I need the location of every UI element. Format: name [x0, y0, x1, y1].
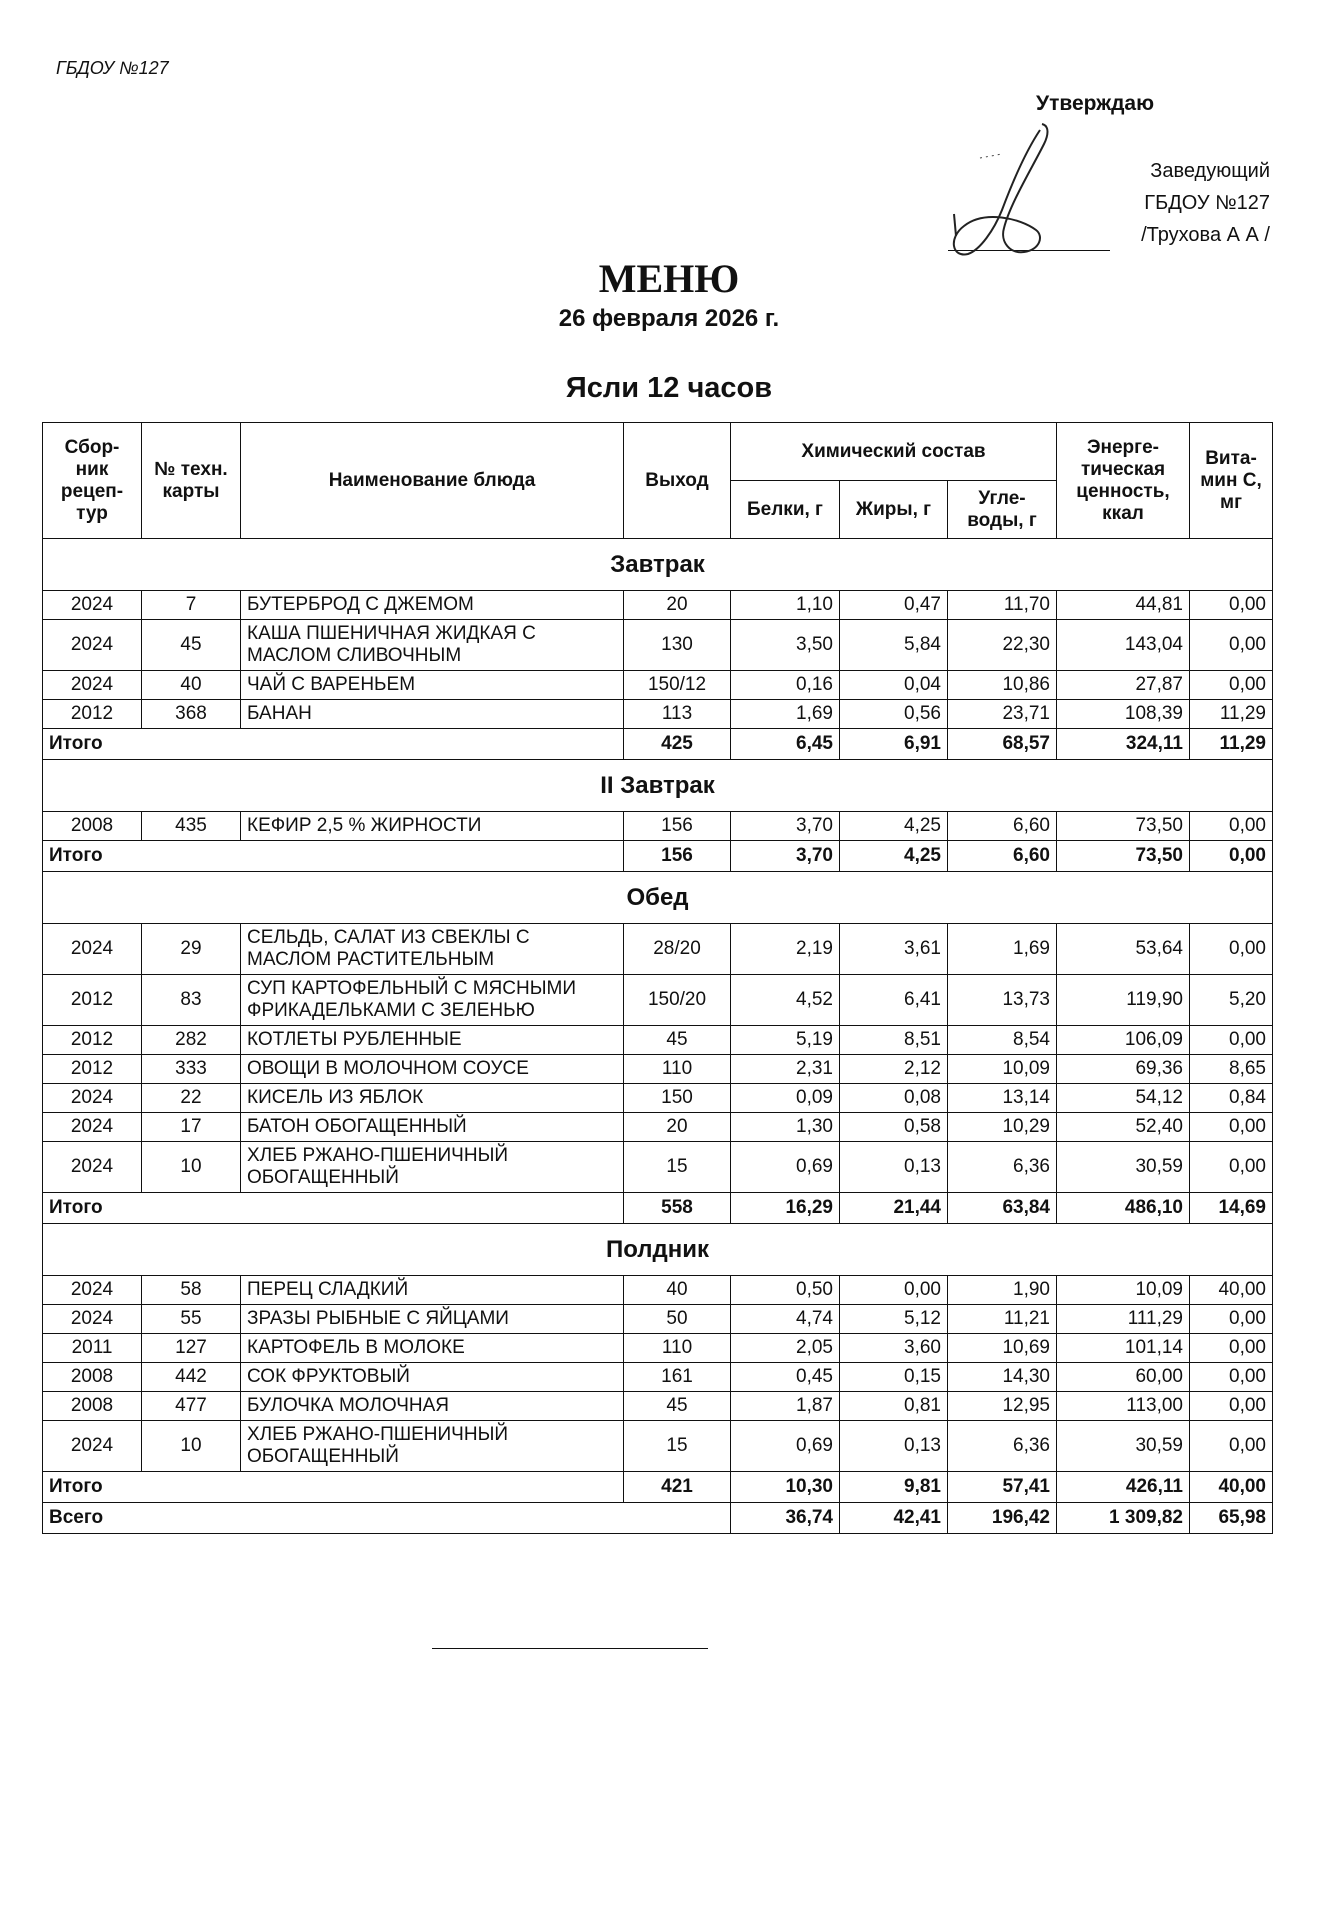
- total-fats: 21,44: [840, 1193, 948, 1224]
- cell-fats: 4,25: [840, 812, 948, 841]
- header-fats: Жиры, г: [840, 481, 948, 539]
- grand-total-label: Всего: [43, 1503, 731, 1534]
- cell-proteins: 1,10: [731, 591, 840, 620]
- cell-proteins: 0,16: [731, 671, 840, 700]
- cell-collection: 2012: [43, 1055, 142, 1084]
- cell-energy: 30,59: [1057, 1142, 1190, 1193]
- cell-energy: 60,00: [1057, 1363, 1190, 1392]
- header-chemical: Химический состав: [731, 423, 1057, 481]
- cell-tech-card: 477: [142, 1392, 241, 1421]
- cell-collection: 2011: [43, 1334, 142, 1363]
- cell-vitamin: 8,65: [1190, 1055, 1273, 1084]
- cell-carbs: 1,90: [948, 1276, 1057, 1305]
- cell-fats: 0,56: [840, 700, 948, 729]
- cell-energy: 52,40: [1057, 1113, 1190, 1142]
- cell-dish-name: БАТОН ОБОГАЩЕННЫЙ: [241, 1113, 624, 1142]
- header-dish: Наименование блюда: [241, 423, 624, 539]
- cell-carbs: 11,70: [948, 591, 1057, 620]
- cell-dish-name: БУТЕРБРОД С ДЖЕМОМ: [241, 591, 624, 620]
- cell-yield: 15: [624, 1421, 731, 1472]
- cell-carbs: 1,69: [948, 924, 1057, 975]
- cell-proteins: 2,05: [731, 1334, 840, 1363]
- cell-collection: 2008: [43, 812, 142, 841]
- total-energy: 73,50: [1057, 841, 1190, 872]
- cell-yield: 150: [624, 1084, 731, 1113]
- cell-collection: 2024: [43, 591, 142, 620]
- cell-dish-name: КАРТОФЕЛЬ В МОЛОКЕ: [241, 1334, 624, 1363]
- menu-date: 26 февраля 2026 г.: [558, 305, 780, 332]
- total-yield: 558: [624, 1193, 731, 1224]
- cell-proteins: 0,50: [731, 1276, 840, 1305]
- cell-energy: 30,59: [1057, 1421, 1190, 1472]
- cell-tech-card: 29: [142, 924, 241, 975]
- cell-yield: 110: [624, 1055, 731, 1084]
- group-title: Ясли 12 часов: [565, 372, 773, 404]
- cell-collection: 2008: [43, 1363, 142, 1392]
- cell-tech-card: 333: [142, 1055, 241, 1084]
- cell-yield: 20: [624, 1113, 731, 1142]
- section-header: [43, 760, 1273, 812]
- total-vitamin: 0,00: [1190, 841, 1273, 872]
- total-proteins: 16,29: [731, 1193, 840, 1224]
- total-proteins: 10,30: [731, 1472, 840, 1503]
- cell-collection: 2024: [43, 671, 142, 700]
- table-row: [43, 1305, 1273, 1334]
- cell-vitamin: 0,00: [1190, 1305, 1273, 1334]
- grand-total-vitamin: 65,98: [1190, 1503, 1273, 1534]
- cell-fats: 0,47: [840, 591, 948, 620]
- cell-proteins: 0,09: [731, 1084, 840, 1113]
- cell-energy: 73,50: [1057, 812, 1190, 841]
- grand-total-energy: 1 309,82: [1057, 1503, 1190, 1534]
- total-carbs: 57,41: [948, 1472, 1057, 1503]
- total-energy: 486,10: [1057, 1193, 1190, 1224]
- cell-yield: 15: [624, 1142, 731, 1193]
- cell-proteins: 5,19: [731, 1026, 840, 1055]
- cell-yield: 110: [624, 1334, 731, 1363]
- table-row: [43, 620, 1273, 671]
- cell-vitamin: 0,84: [1190, 1084, 1273, 1113]
- total-row: [43, 1193, 1273, 1224]
- total-proteins: 6,45: [731, 729, 840, 760]
- cell-dish-name: СУП КАРТОФЕЛЬНЫЙ С МЯСНЫМИ ФРИКАДЕЛЬКАМИ С ЗЕЛЕНЬЮ: [241, 975, 624, 1026]
- cell-carbs: 6,36: [948, 1421, 1057, 1472]
- cell-collection: 2024: [43, 620, 142, 671]
- signature-icon: [940, 118, 1100, 268]
- cell-tech-card: 45: [142, 620, 241, 671]
- cell-yield: 20: [624, 591, 731, 620]
- total-row: [43, 1472, 1273, 1503]
- cell-proteins: 1,69: [731, 700, 840, 729]
- table-row: [43, 1334, 1273, 1363]
- cell-energy: 27,87: [1057, 671, 1190, 700]
- table-row: [43, 671, 1273, 700]
- cell-carbs: 13,14: [948, 1084, 1057, 1113]
- cell-proteins: 1,30: [731, 1113, 840, 1142]
- cell-vitamin: 0,00: [1190, 924, 1273, 975]
- cell-yield: 156: [624, 812, 731, 841]
- cell-carbs: 12,95: [948, 1392, 1057, 1421]
- cell-vitamin: 0,00: [1190, 591, 1273, 620]
- total-energy: 426,11: [1057, 1472, 1190, 1503]
- cell-proteins: 2,19: [731, 924, 840, 975]
- cell-carbs: 13,73: [948, 975, 1057, 1026]
- cell-carbs: 10,29: [948, 1113, 1057, 1142]
- cell-proteins: 1,87: [731, 1392, 840, 1421]
- cell-carbs: 6,60: [948, 812, 1057, 841]
- cell-energy: 101,14: [1057, 1334, 1190, 1363]
- header-collection: Сбор-ник рецеп-тур: [43, 423, 142, 539]
- cell-tech-card: 10: [142, 1421, 241, 1472]
- total-row: [43, 729, 1273, 760]
- table-row: [43, 1055, 1273, 1084]
- cell-collection: 2024: [43, 1276, 142, 1305]
- cell-fats: 0,08: [840, 1084, 948, 1113]
- approve-title: Утверждаю: [1036, 92, 1155, 115]
- total-fats: 4,25: [840, 841, 948, 872]
- cell-vitamin: 0,00: [1190, 671, 1273, 700]
- cell-dish-name: ОВОЩИ В МОЛОЧНОМ СОУСЕ: [241, 1055, 624, 1084]
- approve-name: /Трухова А А /: [1141, 224, 1270, 246]
- cell-dish-name: ЧАЙ С ВАРЕНЬЕМ: [241, 671, 624, 700]
- cell-dish-name: ПЕРЕЦ СЛАДКИЙ: [241, 1276, 624, 1305]
- cell-energy: 108,39: [1057, 700, 1190, 729]
- cell-collection: 2012: [43, 975, 142, 1026]
- cell-collection: 2008: [43, 1392, 142, 1421]
- cell-fats: 5,84: [840, 620, 948, 671]
- cell-tech-card: 368: [142, 700, 241, 729]
- cell-vitamin: 0,00: [1190, 812, 1273, 841]
- cell-energy: 143,04: [1057, 620, 1190, 671]
- cell-yield: 50: [624, 1305, 731, 1334]
- cell-dish-name: СЕЛЬДЬ, САЛАТ ИЗ СВЕКЛЫ С МАСЛОМ РАСТИТЕЛЬНЫМ: [241, 924, 624, 975]
- cell-fats: 8,51: [840, 1026, 948, 1055]
- cell-yield: 28/20: [624, 924, 731, 975]
- cell-tech-card: 435: [142, 812, 241, 841]
- table-row: [43, 1392, 1273, 1421]
- cell-dish-name: КАША ПШЕНИЧНАЯ ЖИДКАЯ С МАСЛОМ СЛИВОЧНЫМ: [241, 620, 624, 671]
- cell-collection: 2012: [43, 1026, 142, 1055]
- section-title: Полдник: [43, 1224, 1273, 1276]
- cell-dish-name: ЗРАЗЫ РЫБНЫЕ С ЯЙЦАМИ: [241, 1305, 624, 1334]
- cell-fats: 0,04: [840, 671, 948, 700]
- cell-yield: 150/12: [624, 671, 731, 700]
- cell-tech-card: 83: [142, 975, 241, 1026]
- cell-yield: 40: [624, 1276, 731, 1305]
- table-row: [43, 700, 1273, 729]
- total-yield: 425: [624, 729, 731, 760]
- cell-vitamin: 0,00: [1190, 1421, 1273, 1472]
- cell-dish-name: ХЛЕБ РЖАНО-ПШЕНИЧНЫЙ ОБОГАЩЕННЫЙ: [241, 1142, 624, 1193]
- total-proteins: 3,70: [731, 841, 840, 872]
- header-energy: Энерге-тическая ценность, ккал: [1057, 423, 1190, 539]
- cell-tech-card: 55: [142, 1305, 241, 1334]
- cell-vitamin: 0,00: [1190, 1026, 1273, 1055]
- cell-dish-name: БУЛОЧКА МОЛОЧНАЯ: [241, 1392, 624, 1421]
- cell-dish-name: КЕФИР 2,5 % ЖИРНОСТИ: [241, 812, 624, 841]
- cell-energy: 119,90: [1057, 975, 1190, 1026]
- cell-collection: 2024: [43, 1142, 142, 1193]
- cell-tech-card: 17: [142, 1113, 241, 1142]
- cell-tech-card: 22: [142, 1084, 241, 1113]
- total-fats: 9,81: [840, 1472, 948, 1503]
- table-row: [43, 1026, 1273, 1055]
- table-row: [43, 812, 1273, 841]
- grand-total-fats: 42,41: [840, 1503, 948, 1534]
- cell-tech-card: 10: [142, 1142, 241, 1193]
- header-vitamin: Вита-мин С, мг: [1190, 423, 1273, 539]
- total-label: Итого: [43, 1193, 624, 1224]
- cell-tech-card: 40: [142, 671, 241, 700]
- table-row: [43, 975, 1273, 1026]
- header-proteins: Белки, г: [731, 481, 840, 539]
- cell-tech-card: 127: [142, 1334, 241, 1363]
- cell-collection: 2024: [43, 1421, 142, 1472]
- table-row: [43, 1363, 1273, 1392]
- approve-org: ГБДОУ №127: [1144, 192, 1270, 214]
- cell-tech-card: 7: [142, 591, 241, 620]
- cell-vitamin: 0,00: [1190, 1334, 1273, 1363]
- bottom-divider: [432, 1648, 708, 1649]
- cell-carbs: 10,09: [948, 1055, 1057, 1084]
- cell-vitamin: 0,00: [1190, 1392, 1273, 1421]
- cell-fats: 0,00: [840, 1276, 948, 1305]
- cell-fats: 0,13: [840, 1142, 948, 1193]
- cell-energy: 106,09: [1057, 1026, 1190, 1055]
- total-carbs: 6,60: [948, 841, 1057, 872]
- cell-vitamin: 0,00: [1190, 1363, 1273, 1392]
- grand-total-row: [43, 1503, 1273, 1534]
- cell-energy: 44,81: [1057, 591, 1190, 620]
- section-title: Завтрак: [43, 539, 1273, 591]
- cell-proteins: 3,70: [731, 812, 840, 841]
- table-row: [43, 591, 1273, 620]
- table-row: [43, 1113, 1273, 1142]
- cell-carbs: 6,36: [948, 1142, 1057, 1193]
- cell-collection: 2024: [43, 1113, 142, 1142]
- total-label: Итого: [43, 1472, 624, 1503]
- total-energy: 324,11: [1057, 729, 1190, 760]
- cell-carbs: 22,30: [948, 620, 1057, 671]
- cell-yield: 45: [624, 1026, 731, 1055]
- cell-proteins: 0,69: [731, 1421, 840, 1472]
- total-yield: 421: [624, 1472, 731, 1503]
- cell-collection: 2012: [43, 700, 142, 729]
- cell-dish-name: КОТЛЕТЫ РУБЛЕННЫЕ: [241, 1026, 624, 1055]
- header-tech-card: № техн. карты: [142, 423, 241, 539]
- cell-proteins: 3,50: [731, 620, 840, 671]
- header-carbs: Угле-воды, г: [948, 481, 1057, 539]
- cell-vitamin: 5,20: [1190, 975, 1273, 1026]
- cell-tech-card: 58: [142, 1276, 241, 1305]
- cell-energy: 111,29: [1057, 1305, 1190, 1334]
- page-title: МЕНЮ: [598, 256, 740, 301]
- section-header: [43, 539, 1273, 591]
- total-carbs: 68,57: [948, 729, 1057, 760]
- cell-dish-name: БАНАН: [241, 700, 624, 729]
- cell-carbs: 23,71: [948, 700, 1057, 729]
- cell-vitamin: 11,29: [1190, 700, 1273, 729]
- menu-table: [42, 422, 1273, 1534]
- total-vitamin: 14,69: [1190, 1193, 1273, 1224]
- cell-energy: 53,64: [1057, 924, 1190, 975]
- section-title: Обед: [43, 872, 1273, 924]
- cell-carbs: 10,69: [948, 1334, 1057, 1363]
- cell-proteins: 0,69: [731, 1142, 840, 1193]
- table-row: [43, 1142, 1273, 1193]
- cell-energy: 69,36: [1057, 1055, 1190, 1084]
- cell-carbs: 8,54: [948, 1026, 1057, 1055]
- cell-fats: 0,15: [840, 1363, 948, 1392]
- cell-proteins: 4,52: [731, 975, 840, 1026]
- table-row: [43, 1084, 1273, 1113]
- grand-total-carbs: 196,42: [948, 1503, 1057, 1534]
- table-row: [43, 1276, 1273, 1305]
- section-header: [43, 872, 1273, 924]
- total-row: [43, 841, 1273, 872]
- cell-yield: 113: [624, 700, 731, 729]
- table-row: [43, 1421, 1273, 1472]
- cell-fats: 5,12: [840, 1305, 948, 1334]
- cell-proteins: 2,31: [731, 1055, 840, 1084]
- cell-carbs: 14,30: [948, 1363, 1057, 1392]
- approve-position: Заведующий: [1150, 160, 1270, 182]
- cell-dish-name: ХЛЕБ РЖАНО-ПШЕНИЧНЫЙ ОБОГАЩЕННЫЙ: [241, 1421, 624, 1472]
- total-vitamin: 40,00: [1190, 1472, 1273, 1503]
- cell-yield: 150/20: [624, 975, 731, 1026]
- section-header: [43, 1224, 1273, 1276]
- cell-yield: 130: [624, 620, 731, 671]
- cell-dish-name: СОК ФРУКТОВЫЙ: [241, 1363, 624, 1392]
- total-fats: 6,91: [840, 729, 948, 760]
- cell-collection: 2024: [43, 1305, 142, 1334]
- grand-total-proteins: 36,74: [731, 1503, 840, 1534]
- cell-vitamin: 0,00: [1190, 620, 1273, 671]
- cell-dish-name: КИСЕЛЬ ИЗ ЯБЛОК: [241, 1084, 624, 1113]
- cell-collection: 2024: [43, 924, 142, 975]
- total-label: Итого: [43, 841, 624, 872]
- section-title: II Завтрак: [43, 760, 1273, 812]
- cell-collection: 2024: [43, 1084, 142, 1113]
- cell-fats: 0,81: [840, 1392, 948, 1421]
- cell-proteins: 4,74: [731, 1305, 840, 1334]
- cell-tech-card: 442: [142, 1363, 241, 1392]
- total-carbs: 63,84: [948, 1193, 1057, 1224]
- cell-yield: 161: [624, 1363, 731, 1392]
- cell-fats: 0,58: [840, 1113, 948, 1142]
- cell-fats: 3,60: [840, 1334, 948, 1363]
- cell-fats: 2,12: [840, 1055, 948, 1084]
- total-vitamin: 11,29: [1190, 729, 1273, 760]
- cell-fats: 6,41: [840, 975, 948, 1026]
- cell-carbs: 11,21: [948, 1305, 1057, 1334]
- cell-tech-card: 282: [142, 1026, 241, 1055]
- table-row: [43, 924, 1273, 975]
- cell-proteins: 0,45: [731, 1363, 840, 1392]
- cell-carbs: 10,86: [948, 671, 1057, 700]
- cell-fats: 3,61: [840, 924, 948, 975]
- total-label: Итого: [43, 729, 624, 760]
- header-yield: Выход: [624, 423, 731, 539]
- cell-yield: 45: [624, 1392, 731, 1421]
- cell-vitamin: 0,00: [1190, 1113, 1273, 1142]
- cell-energy: 10,09: [1057, 1276, 1190, 1305]
- cell-vitamin: 40,00: [1190, 1276, 1273, 1305]
- organization-label: ГБДОУ №127: [56, 58, 169, 78]
- cell-fats: 0,13: [840, 1421, 948, 1472]
- cell-energy: 54,12: [1057, 1084, 1190, 1113]
- cell-vitamin: 0,00: [1190, 1142, 1273, 1193]
- total-yield: 156: [624, 841, 731, 872]
- cell-energy: 113,00: [1057, 1392, 1190, 1421]
